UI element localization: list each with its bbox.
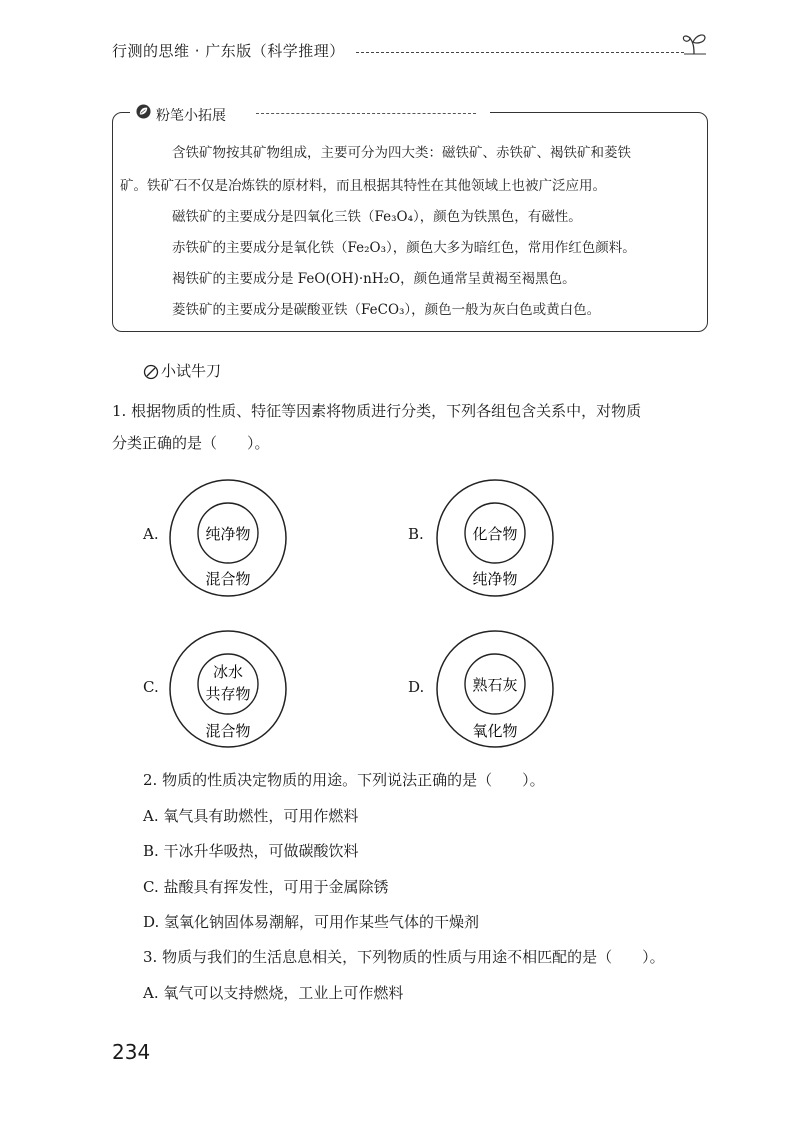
q1-option-c-diagram <box>160 628 300 750</box>
running-header: 行测的思维 · 广东版（科学推理） <box>112 42 345 60</box>
box-line: 磁铁矿的主要成分是四氧化三铁（Fe₃O₄），颜色为铁黑色，有磁性。 <box>172 209 582 225</box>
q1-stem-line2: 分类正确的是（ ）。 <box>112 434 270 452</box>
q1-option-b-letter: B. <box>408 525 424 543</box>
outer-label: 混合物 <box>205 570 251 588</box>
q1-option-b-diagram <box>427 478 567 598</box>
pencil-circle-icon <box>143 364 159 380</box>
outer-label: 纯净物 <box>472 570 518 588</box>
q2-option-c: C. 盐酸具有挥发性，可用于金属除锈 <box>143 878 389 896</box>
q1-stem-line1: 1. 根据物质的性质、特征等因素将物质进行分类，下列各组包含关系中，对物质 <box>112 402 642 420</box>
header-rule <box>356 52 684 53</box>
box-line: 矿。铁矿石不仅是冶炼铁的原材料，而且根据其特性在其他领域上也被广泛应用。 <box>120 178 606 194</box>
leaf-badge-icon <box>136 104 151 119</box>
inner-label: 化合物 <box>472 525 518 543</box>
box-line: 菱铁矿的主要成分是碳酸亚铁（FeCO₃），颜色一般为灰白色或黄白色。 <box>172 302 601 318</box>
q1-option-d-diagram <box>427 628 567 750</box>
q2-stem: 2. 物质的性质决定物质的用途。下列说法正确的是（ ）。 <box>143 771 545 789</box>
inner-label-line1: 冰水 <box>212 663 244 681</box>
q3-stem: 3. 物质与我们的生活息息相关，下列物质的性质与用途不相匹配的是（ ）。 <box>143 948 665 966</box>
box-title: 粉笔小拓展 <box>156 108 226 124</box>
section-title: 小试牛刀 <box>161 362 222 380</box>
q2-option-a: A. 氧气具有助燃性，可用作燃料 <box>143 807 359 825</box>
box-title-rule <box>256 113 476 114</box>
q1-option-c-letter: C. <box>143 678 159 696</box>
sprout-icon <box>680 30 710 56</box>
q1-option-d-letter: D. <box>408 678 425 696</box>
box-line: 含铁矿物按其矿物组成，主要可分为四大类：磁铁矿、赤铁矿、褐铁矿和菱铁 <box>172 145 631 161</box>
page-number: 234 <box>112 1040 151 1064</box>
q1-option-a-letter: A. <box>143 525 159 543</box>
q2-option-d: D. 氢氧化钠固体易潮解，可用作某些气体的干燥剂 <box>143 913 480 931</box>
inner-label-line2: 共存物 <box>205 685 251 703</box>
box-line: 赤铁矿的主要成分是氧化铁（Fe₂O₃），颜色大多为暗红色，常用作红色颜料。 <box>172 240 636 256</box>
box-line: 褐铁矿的主要成分是 FeO(OH)·nH₂O，颜色通常呈黄褐至褐黑色。 <box>172 271 576 287</box>
outer-label: 氧化物 <box>472 722 518 740</box>
inner-label: 熟石灰 <box>472 676 518 694</box>
q2-option-b: B. 干冰升华吸热，可做碳酸饮料 <box>143 842 359 860</box>
q1-option-a-diagram <box>160 478 300 598</box>
outer-label: 混合物 <box>205 722 251 740</box>
q3-option-a: A. 氧气可以支持燃烧，工业上可作燃料 <box>143 984 404 1002</box>
inner-label: 纯净物 <box>205 525 251 543</box>
